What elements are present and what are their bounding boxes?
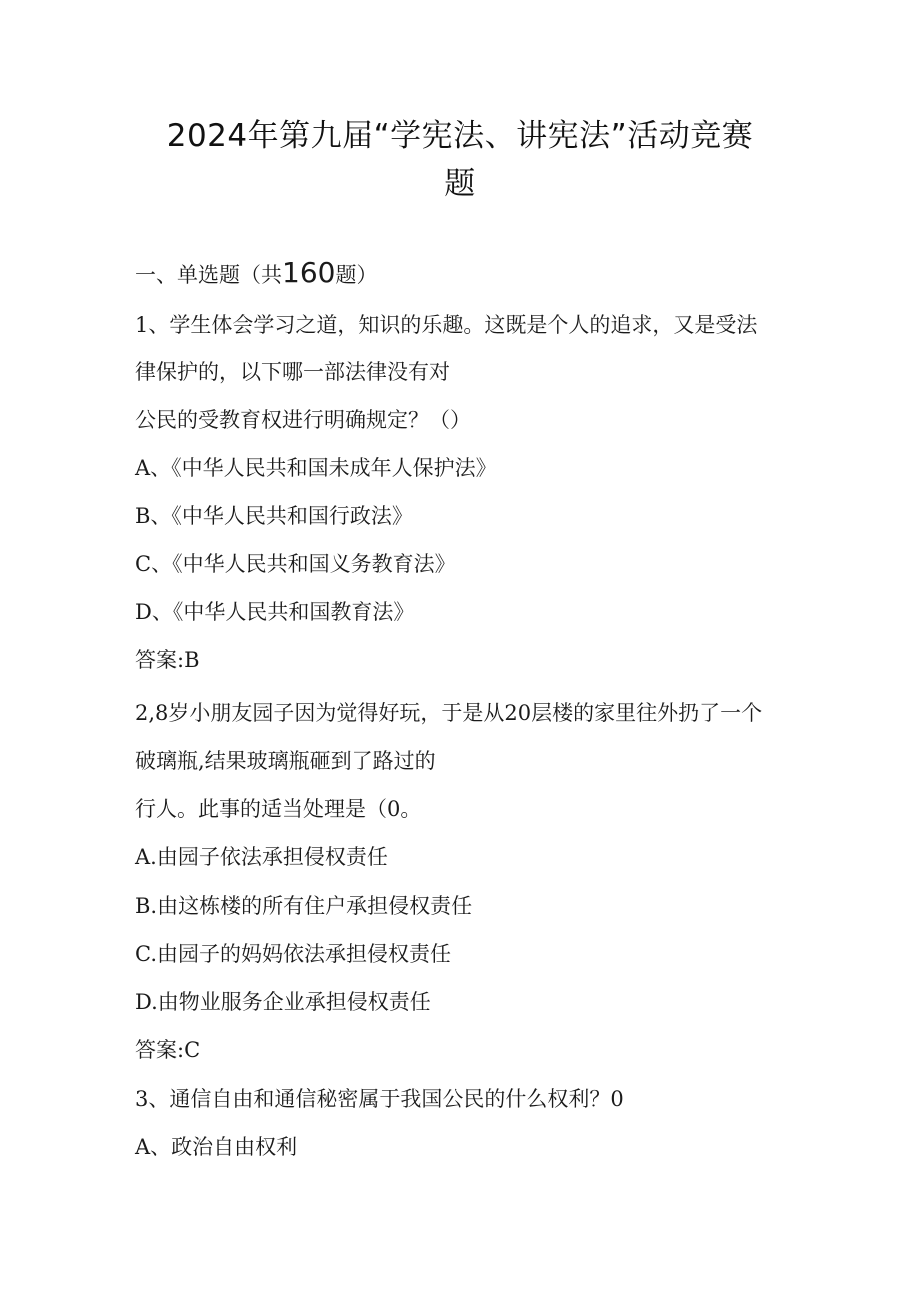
section-question-count: 160 (282, 256, 336, 289)
question-2-text-line-2: 破璃瓶,结果玻璃瓶砸到了路过的 (135, 749, 436, 773)
question-1-option-b: B、《中华人民共和国行政法》 (135, 504, 413, 528)
question-2-option-d: D.由物业服务企业承担侵权责任 (135, 990, 431, 1014)
question-1-text-line-3: 公民的受教育权进行明确规定？（） (135, 408, 471, 432)
section-heading-suffix: 题） (335, 263, 378, 287)
question-1-answer: 答案:B (135, 648, 200, 672)
title-line-1: 2024年第九届“学宪法、讲宪法”活动竞赛 (166, 118, 754, 154)
question-3-option-a: A、政治自由权利 (135, 1135, 298, 1159)
document-title (120, 112, 800, 208)
question-3-text-line-1: 3、通信自由和通信秘密属于我国公民的什么权利？0 (135, 1087, 624, 1111)
question-2-option-c: C.由园子的妈妈依法承担侵权责任 (135, 942, 451, 966)
question-2-answer: 答案:C (135, 1038, 201, 1062)
question-1-text-line-1: 1、学生体会学习之道，知识的乐趣。这既是个人的追求，又是受法 (135, 313, 758, 337)
title-line-2: 题 (444, 166, 476, 202)
question-2-option-a: A.由园子依法承担侵权责任 (135, 845, 388, 869)
question-2-text-line-3: 行人。此事的适当处理是（0。 (135, 797, 422, 821)
section-heading (135, 256, 377, 292)
question-1-option-d: D、《中华人民共和国教育法》 (135, 600, 415, 624)
question-1-option-c: C、《中华人民共和国义务教育法》 (135, 552, 456, 576)
section-heading-prefix: 一、单选题（共 (135, 263, 282, 287)
question-1-text-line-2: 律保护的，以下哪一部法律没有对 (135, 360, 450, 384)
question-1-option-a: A、《中华人民共和国未成年人保护法》 (135, 456, 497, 480)
question-2-option-b: B.由这栋楼的所有住户承担侵权责任 (135, 894, 473, 918)
question-2-text-line-1: 2,8岁小朋友园子因为觉得好玩，于是从20层楼的家里往外扔了一个 (135, 701, 763, 725)
